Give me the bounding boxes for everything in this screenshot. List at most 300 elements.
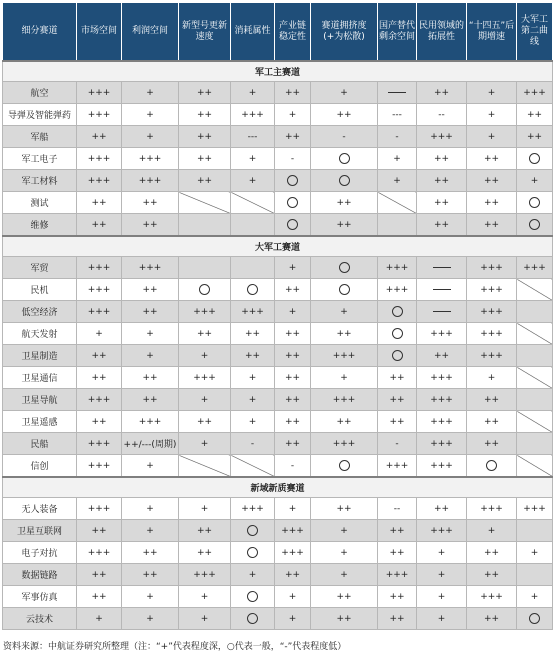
rating-cell: + (179, 586, 231, 608)
rating-cell: +++ (231, 104, 275, 126)
rating-cell: ++ (417, 214, 467, 237)
rating-cell: + (467, 520, 517, 542)
rating-cell: ++ (275, 82, 311, 104)
track-name: 航天发射 (3, 323, 77, 345)
rating-cell: +++ (517, 257, 553, 279)
rating-cell: + (122, 126, 179, 148)
not-applicable-cell (179, 192, 231, 214)
rating-cell (378, 323, 417, 345)
rating-cell: ++ (122, 389, 179, 411)
rating-cell: +++ (179, 564, 231, 586)
rating-cell: ++ (378, 520, 417, 542)
rating-cell: ++ (311, 214, 378, 237)
rating-cell: +++ (77, 257, 122, 279)
section-title: 新域新质赛道 (3, 477, 553, 498)
rating-cell: - (311, 126, 378, 148)
rating-cell: + (417, 586, 467, 608)
rating-cell: ++ (417, 148, 467, 170)
rating-cell: ++ (122, 367, 179, 389)
rating-cell: +++ (467, 586, 517, 608)
rating-cell: ++ (517, 104, 553, 126)
not-applicable-cell (517, 301, 553, 323)
rating-cell: +++ (179, 301, 231, 323)
rating-cell: + (122, 455, 179, 478)
not-applicable-cell (517, 564, 553, 586)
rating-cell: -- (417, 104, 467, 126)
track-name: 导弹及智能弹药 (3, 104, 77, 126)
rating-cell: - (275, 148, 311, 170)
track-name: 卫星导航 (3, 389, 77, 411)
rating-cell: ++ (311, 104, 378, 126)
column-header: 市场空间 (77, 3, 122, 62)
rating-cell: + (275, 608, 311, 630)
rating-cell: + (122, 345, 179, 367)
not-applicable-cell (231, 192, 275, 214)
track-name: 数据链路 (3, 564, 77, 586)
rating-cell: ++ (311, 586, 378, 608)
rating-cell: ++ (275, 126, 311, 148)
table-row (3, 257, 553, 279)
long-dash-icon (388, 92, 406, 93)
rating-cell: --- (378, 104, 417, 126)
rating-cell: +++ (417, 433, 467, 455)
rating-cell: +++ (517, 82, 553, 104)
rating-cell (275, 170, 311, 192)
rating-cell (311, 257, 378, 279)
section-row (3, 236, 553, 257)
rating-cell: ++ (311, 192, 378, 214)
rating-cell: ++ (275, 389, 311, 411)
rating-cell: + (231, 82, 275, 104)
circle-icon (247, 591, 258, 602)
rating-cell: ++ (311, 323, 378, 345)
track-name: 无人装备 (3, 498, 77, 520)
rating-cell: + (517, 170, 553, 192)
rating-cell: +++ (417, 520, 467, 542)
rating-cell (417, 279, 467, 301)
rating-cell: + (275, 301, 311, 323)
rating-cell: + (275, 498, 311, 520)
rating-cell: +++ (378, 279, 417, 301)
rating-cell: + (378, 170, 417, 192)
table-row (3, 126, 553, 148)
circle-icon (529, 219, 540, 230)
long-dash-icon (433, 311, 451, 312)
table-row (3, 608, 553, 630)
table-row (3, 433, 553, 455)
rating-cell: ++ (275, 345, 311, 367)
table-row (3, 104, 553, 126)
column-header: 利润空间 (122, 3, 179, 62)
rating-cell (275, 192, 311, 214)
rating-cell: +++ (77, 389, 122, 411)
table-row (3, 323, 553, 345)
rating-cell: -- (378, 498, 417, 520)
rating-cell: + (122, 608, 179, 630)
track-name: 信创 (3, 455, 77, 478)
rating-cell: ++ (311, 608, 378, 630)
rating-cell: + (77, 608, 122, 630)
rating-cell: ++ (378, 411, 417, 433)
rating-cell (378, 345, 417, 367)
rating-cell: +++ (417, 455, 467, 478)
rating-cell: +++ (77, 104, 122, 126)
rating-cell: + (275, 257, 311, 279)
rating-cell: + (179, 433, 231, 455)
section-title: 大军工赛道 (3, 236, 553, 257)
rating-cell (231, 608, 275, 630)
table-row (3, 170, 553, 192)
rating-cell: + (122, 104, 179, 126)
rating-cell: ++ (77, 192, 122, 214)
track-name: 卫星制造 (3, 345, 77, 367)
rating-cell: +++ (417, 389, 467, 411)
table-row (3, 542, 553, 564)
not-applicable-cell (517, 279, 553, 301)
rating-cell: ++ (417, 345, 467, 367)
rating-cell: ++ (467, 170, 517, 192)
rating-cell (417, 257, 467, 279)
circle-icon (392, 328, 403, 339)
not-applicable-cell (378, 214, 417, 237)
rating-cell: ++ (122, 214, 179, 237)
rating-cell: ++ (122, 192, 179, 214)
rating-cell: ++ (467, 564, 517, 586)
rating-cell (517, 148, 553, 170)
rating-cell: ++ (378, 608, 417, 630)
table-row (3, 279, 553, 301)
rating-cell: ++ (231, 345, 275, 367)
rating-cell: + (311, 367, 378, 389)
not-applicable-cell (231, 214, 275, 237)
rating-cell: ++ (275, 367, 311, 389)
rating-cell: ++ (467, 542, 517, 564)
circle-icon (392, 350, 403, 361)
rating-cell: ++ (179, 82, 231, 104)
header-row (3, 3, 553, 62)
rating-cell: +++ (467, 279, 517, 301)
rating-cell: + (467, 104, 517, 126)
rating-cell: + (179, 345, 231, 367)
rating-cell: + (378, 148, 417, 170)
rating-cell: +++ (179, 367, 231, 389)
rating-cell (231, 520, 275, 542)
circle-icon (247, 284, 258, 295)
rating-cell: +++ (417, 367, 467, 389)
rating-cell: ++ (417, 498, 467, 520)
track-name: 军工材料 (3, 170, 77, 192)
not-applicable-cell (517, 389, 553, 411)
rating-cell: - (378, 433, 417, 455)
rating-cell: ++ (311, 411, 378, 433)
track-name: 维修 (3, 214, 77, 237)
circle-icon (339, 284, 350, 295)
track-name: 民船 (3, 433, 77, 455)
not-applicable-cell (517, 433, 553, 455)
rating-cell: ++ (378, 389, 417, 411)
section-title: 军工主赛道 (3, 61, 553, 82)
track-name: 民机 (3, 279, 77, 301)
rating-cell: ++ (467, 433, 517, 455)
table-row (3, 367, 553, 389)
circle-icon (199, 284, 210, 295)
rating-cell: + (231, 411, 275, 433)
not-applicable-cell (231, 257, 275, 279)
column-header: 细分赛道 (3, 3, 77, 62)
rating-cell: ++ (77, 520, 122, 542)
rating-cell: ++ (417, 170, 467, 192)
track-name: 航空 (3, 82, 77, 104)
rating-cell (517, 214, 553, 237)
rating-cell: ++ (311, 498, 378, 520)
rating-cell (231, 542, 275, 564)
circle-icon (287, 219, 298, 230)
column-header: 新型号更新速度 (179, 3, 231, 62)
not-applicable-cell (179, 214, 231, 237)
table-row (3, 82, 553, 104)
rating-cell: ++ (122, 279, 179, 301)
rating-cell: + (231, 564, 275, 586)
rating-cell (179, 279, 231, 301)
circle-icon (247, 525, 258, 536)
column-header: 赛道拥挤度(+为松散) (311, 3, 378, 62)
rating-cell: +++ (77, 498, 122, 520)
track-name: 卫星通信 (3, 367, 77, 389)
rating-cell: +++ (467, 345, 517, 367)
rating-cell: + (517, 542, 553, 564)
rating-cell: + (231, 389, 275, 411)
rating-cell: +++ (77, 542, 122, 564)
circle-icon (392, 306, 403, 317)
rating-cell: +++ (77, 301, 122, 323)
table-row (3, 301, 553, 323)
rating-cell: ++ (77, 564, 122, 586)
rating-cell: +++ (417, 323, 467, 345)
circle-icon (339, 262, 350, 273)
track-name: 测试 (3, 192, 77, 214)
table-row (3, 498, 553, 520)
rating-cell: +++ (311, 433, 378, 455)
rating-cell: ++ (179, 542, 231, 564)
rating-cell: + (122, 498, 179, 520)
rating-cell: +++ (467, 323, 517, 345)
rating-cell: ++/---(周期) (122, 433, 179, 455)
rating-cell: ++ (77, 586, 122, 608)
rating-cell: +++ (77, 279, 122, 301)
rating-cell: ++ (378, 542, 417, 564)
not-applicable-cell (517, 323, 553, 345)
table-body (3, 61, 553, 630)
rating-cell: +++ (467, 498, 517, 520)
rating-cell: ++ (179, 170, 231, 192)
circle-icon (339, 460, 350, 471)
track-name: 云技术 (3, 608, 77, 630)
rating-cell: + (179, 389, 231, 411)
track-name: 卫星互联网 (3, 520, 77, 542)
rating-cell: - (275, 455, 311, 478)
rating-cell: +++ (77, 170, 122, 192)
rating-cell: ++ (179, 520, 231, 542)
rating-cell (517, 608, 553, 630)
rating-cell: +++ (378, 455, 417, 478)
rating-cell: + (311, 82, 378, 104)
rating-cell: ++ (275, 323, 311, 345)
table-row (3, 564, 553, 586)
rating-cell: ++ (417, 82, 467, 104)
rating-cell: +++ (122, 411, 179, 433)
rating-cell (378, 82, 417, 104)
rating-cell (311, 148, 378, 170)
rating-cell: + (77, 323, 122, 345)
rating-cell: + (417, 564, 467, 586)
column-header: 国产替代剩余空间 (378, 3, 417, 62)
rating-cell: ++ (467, 148, 517, 170)
rating-cell: ++ (122, 301, 179, 323)
rating-cell: - (378, 126, 417, 148)
long-dash-icon (433, 267, 451, 268)
rating-cell: ++ (378, 367, 417, 389)
rating-cell (378, 301, 417, 323)
rating-cell: ++ (77, 411, 122, 433)
track-name: 低空经济 (3, 301, 77, 323)
table-row (3, 148, 553, 170)
circle-icon (247, 547, 258, 558)
rating-cell: +++ (311, 345, 378, 367)
column-header: 大军工第二曲线 (517, 3, 553, 62)
not-applicable-cell (517, 345, 553, 367)
circle-icon (529, 153, 540, 164)
rating-cell: ++ (275, 279, 311, 301)
rating-cell: + (311, 301, 378, 323)
track-name: 军贸 (3, 257, 77, 279)
rating-cell: + (311, 564, 378, 586)
rating-cell (517, 192, 553, 214)
rating-cell (231, 586, 275, 608)
rating-cell: ++ (417, 192, 467, 214)
rating-cell: +++ (231, 301, 275, 323)
rating-cell: +++ (517, 498, 553, 520)
rating-cell: ++ (77, 367, 122, 389)
column-header: “十四五”后期增速 (467, 3, 517, 62)
rating-cell (311, 279, 378, 301)
column-header: 消耗属性 (231, 3, 275, 62)
comparison-table (2, 2, 553, 630)
rating-cell: +++ (77, 455, 122, 478)
rating-cell: + (231, 367, 275, 389)
table-row (3, 345, 553, 367)
source-note: 资料来源：中航证券研究所整理（注：“+”代表程度深，○代表一般，“-”代表程度低） (3, 642, 347, 652)
rating-cell: ++ (378, 586, 417, 608)
rating-cell: +++ (467, 301, 517, 323)
circle-icon (486, 460, 497, 471)
track-name: 军船 (3, 126, 77, 148)
section-row (3, 61, 553, 82)
rating-cell: +++ (77, 433, 122, 455)
rating-cell: ++ (467, 608, 517, 630)
circle-icon (247, 613, 258, 624)
circle-icon (529, 197, 540, 208)
rating-cell: ++ (179, 104, 231, 126)
not-applicable-cell (517, 367, 553, 389)
rating-cell: + (417, 608, 467, 630)
rating-cell: +++ (122, 170, 179, 192)
table-row (3, 192, 553, 214)
rating-cell: ++ (275, 411, 311, 433)
rating-cell: + (311, 520, 378, 542)
rating-cell: ++ (122, 542, 179, 564)
rating-cell: ++ (275, 433, 311, 455)
rating-cell: +++ (77, 82, 122, 104)
rating-cell: + (517, 586, 553, 608)
rating-cell (467, 455, 517, 478)
rating-cell: ++ (231, 323, 275, 345)
rating-cell: +++ (122, 257, 179, 279)
rating-cell: - (231, 433, 275, 455)
rating-cell: +++ (122, 148, 179, 170)
rating-cell: + (275, 586, 311, 608)
rating-cell: + (179, 608, 231, 630)
rating-cell: +++ (417, 411, 467, 433)
rating-cell: + (467, 367, 517, 389)
track-name: 军工电子 (3, 148, 77, 170)
rating-cell: + (467, 82, 517, 104)
rating-cell: +++ (417, 126, 467, 148)
section-row (3, 477, 553, 498)
not-applicable-cell (179, 257, 231, 279)
rating-cell: +++ (378, 257, 417, 279)
rating-cell: + (122, 323, 179, 345)
rating-cell: ++ (179, 148, 231, 170)
circle-icon (287, 197, 298, 208)
table-row (3, 455, 553, 478)
rating-cell: ++ (122, 564, 179, 586)
rating-cell: ++ (467, 214, 517, 237)
rating-cell: ++ (179, 323, 231, 345)
table-row (3, 214, 553, 237)
rating-cell: + (231, 148, 275, 170)
rating-cell (275, 214, 311, 237)
rating-cell: +++ (77, 148, 122, 170)
track-name: 电子对抗 (3, 542, 77, 564)
track-name: 军事仿真 (3, 586, 77, 608)
rating-cell: + (467, 126, 517, 148)
rating-cell: + (417, 542, 467, 564)
not-applicable-cell (517, 520, 553, 542)
rating-cell (311, 170, 378, 192)
rating-cell (311, 455, 378, 478)
rating-cell: +++ (275, 520, 311, 542)
circle-icon (339, 175, 350, 186)
not-applicable-cell (517, 455, 553, 478)
rating-cell: ++ (77, 126, 122, 148)
rating-cell: +++ (467, 257, 517, 279)
rating-cell: +++ (311, 389, 378, 411)
rating-cell: + (122, 82, 179, 104)
rating-cell: ++ (179, 126, 231, 148)
track-name: 卫星遥感 (3, 411, 77, 433)
circle-icon (529, 613, 540, 624)
table-row (3, 411, 553, 433)
rating-cell: ++ (467, 411, 517, 433)
table-row (3, 586, 553, 608)
rating-cell: +++ (275, 542, 311, 564)
rating-cell: + (231, 170, 275, 192)
table-row (3, 389, 553, 411)
rating-cell: ++ (467, 192, 517, 214)
rating-cell: ++ (179, 411, 231, 433)
rating-cell: + (122, 520, 179, 542)
not-applicable-cell (517, 411, 553, 433)
